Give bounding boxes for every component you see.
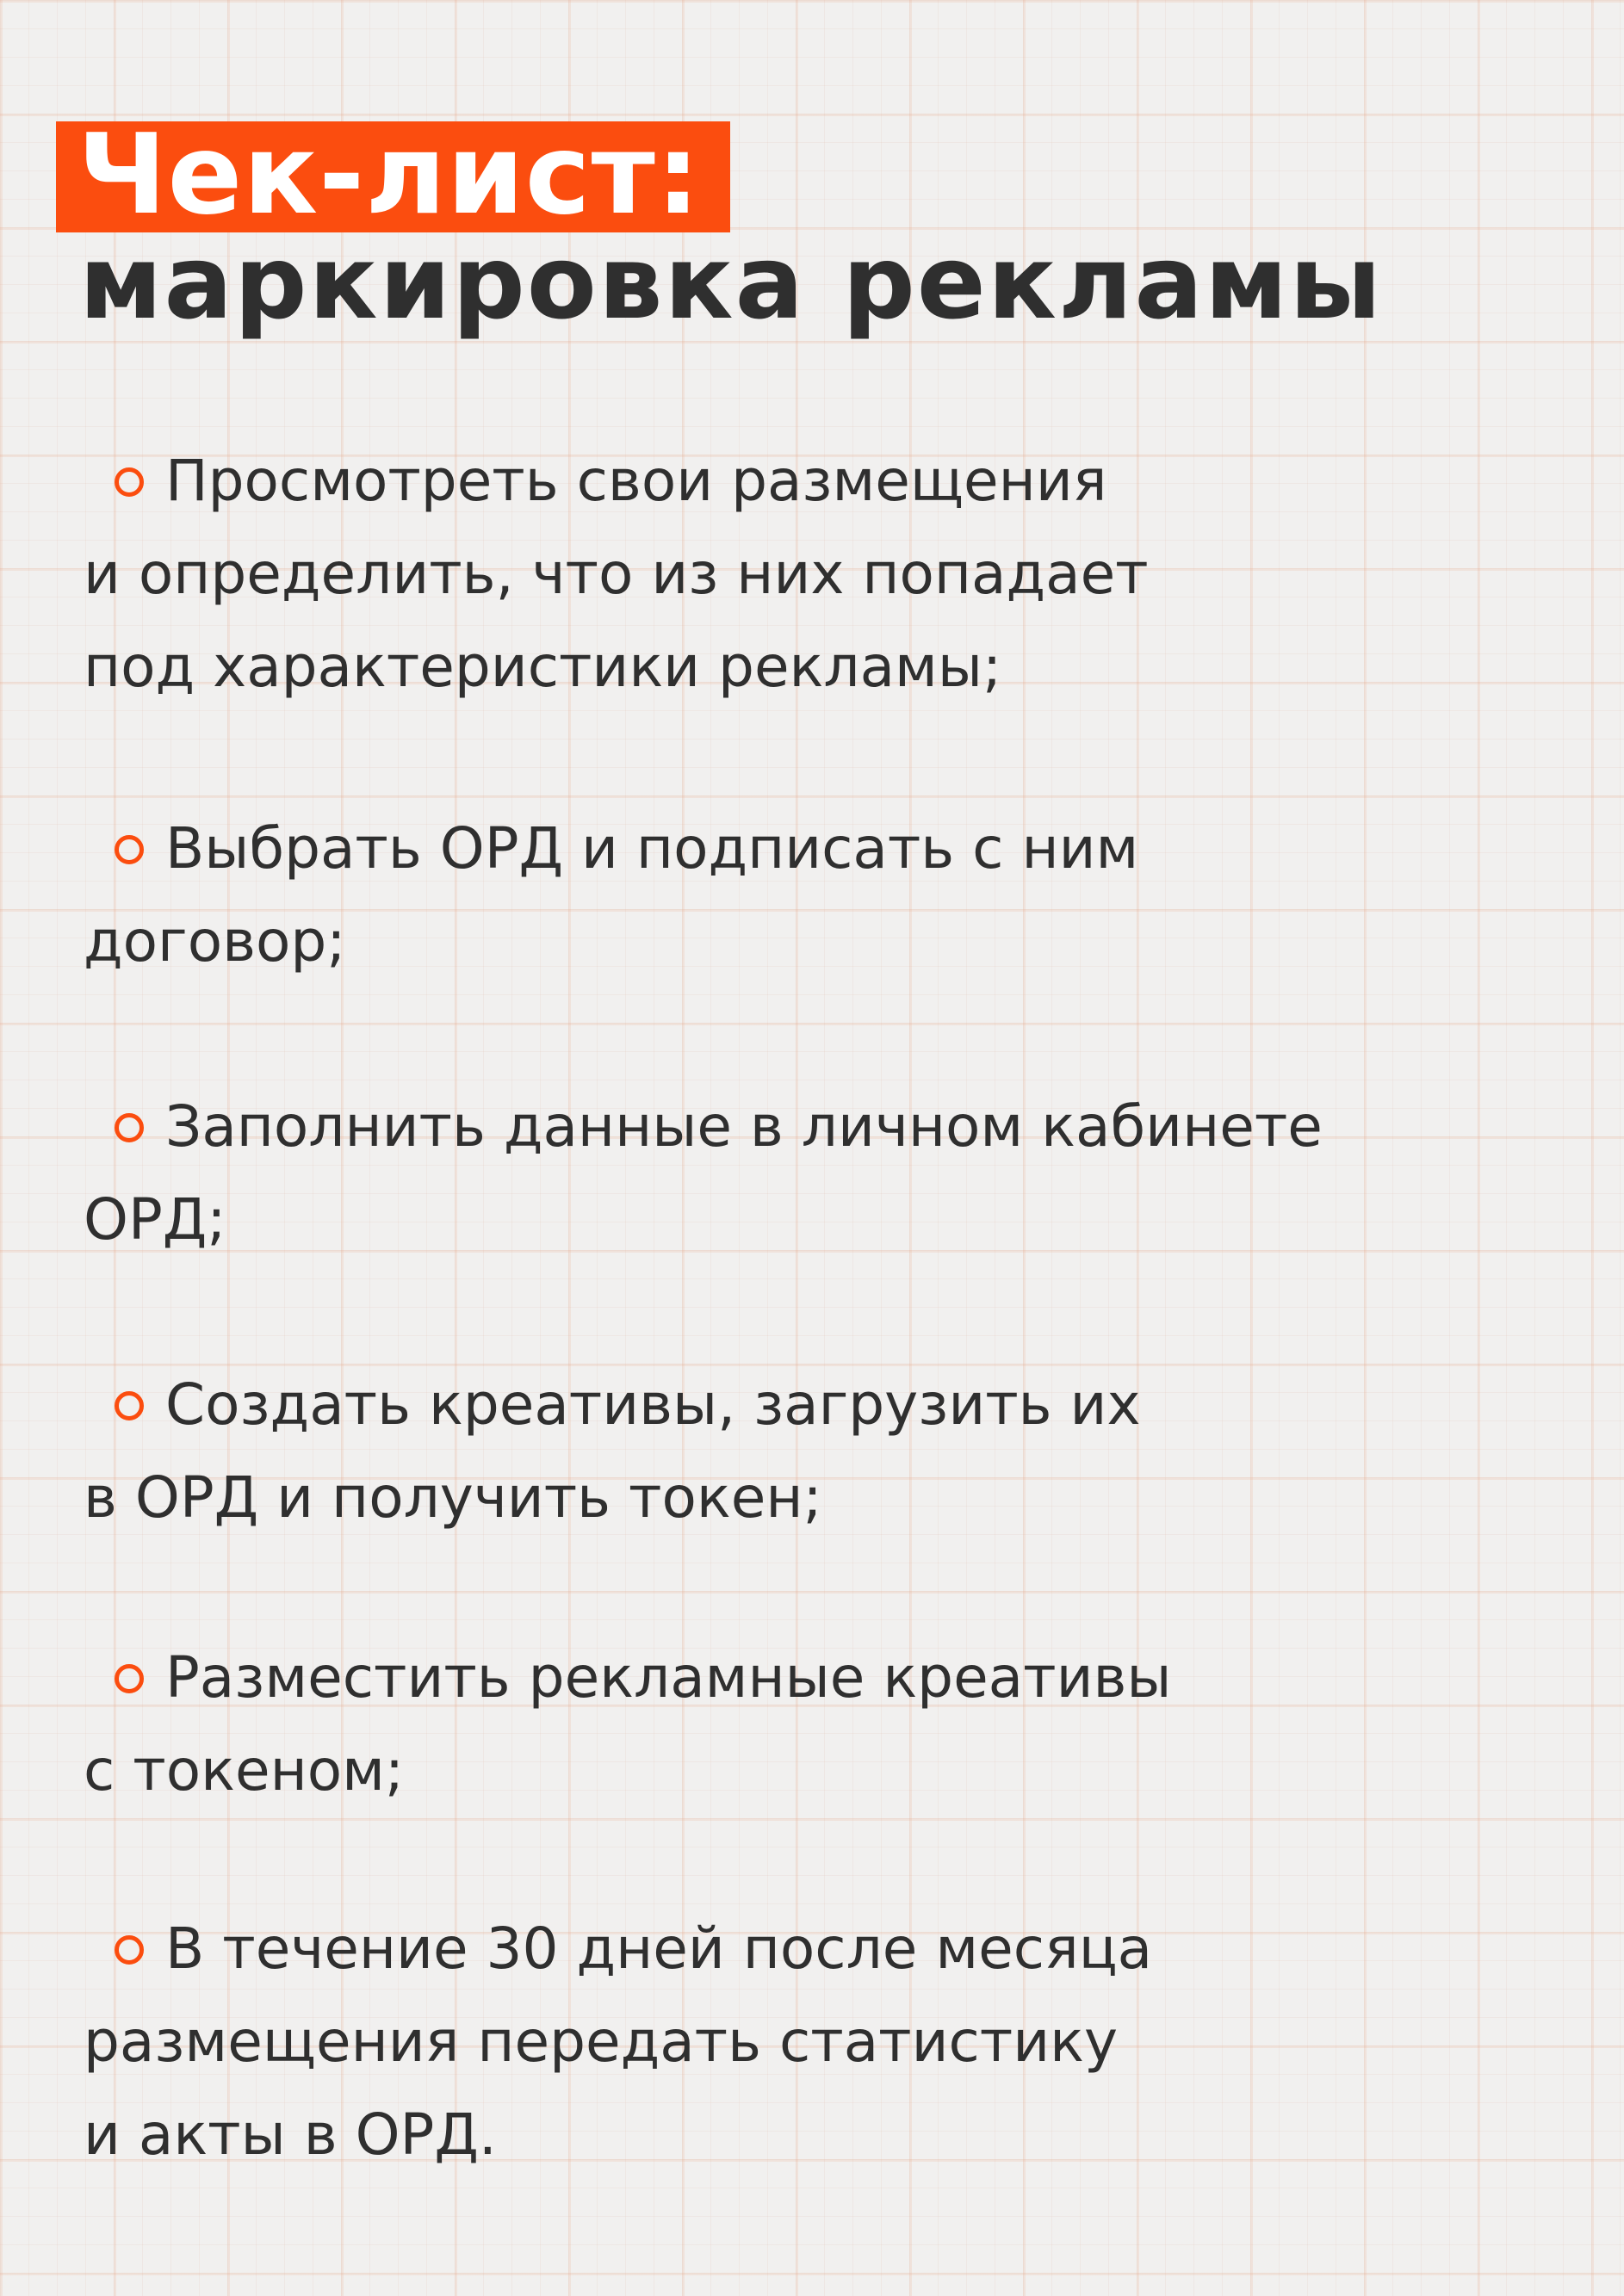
checklist-item-text: Выбрать ОРД и подписать с ним договор; <box>84 815 1139 975</box>
circle-outline-icon <box>115 835 144 864</box>
checklist-item-3 <box>84 1080 1565 1266</box>
circle-outline-icon <box>115 1664 144 1693</box>
checklist-item-4 <box>84 1358 1565 1544</box>
checklist-item-text: Создать креативы, загрузить их в ОРД и получить токен; <box>84 1371 1141 1531</box>
checklist-item-text: В течение 30 дней после месяца размещения передать статистику и акты в ОРД. <box>84 1915 1153 2168</box>
circle-outline-icon <box>115 467 144 497</box>
page-title-line-1: Чек-лист: <box>77 111 701 239</box>
circle-outline-icon <box>115 1113 144 1142</box>
checklist-item-5 <box>84 1631 1565 1817</box>
checklist-item-1 <box>84 435 1565 714</box>
checklist-item-6 <box>84 1903 1565 2182</box>
circle-outline-icon <box>115 1391 144 1420</box>
checklist-item-2 <box>84 802 1565 988</box>
page-title-line-2: маркировка рекламы <box>79 223 1384 342</box>
checklist-item-text: Заполнить данные в личном кабинете ОРД; <box>84 1093 1323 1253</box>
checklist-item-text: Разместить рекламные креативы с токеном; <box>84 1644 1172 1804</box>
circle-outline-icon <box>115 1935 144 1965</box>
checklist-item-text: Просмотреть свои размещения и определить, что из них попадает под характеристики рекламы; <box>84 448 1149 700</box>
